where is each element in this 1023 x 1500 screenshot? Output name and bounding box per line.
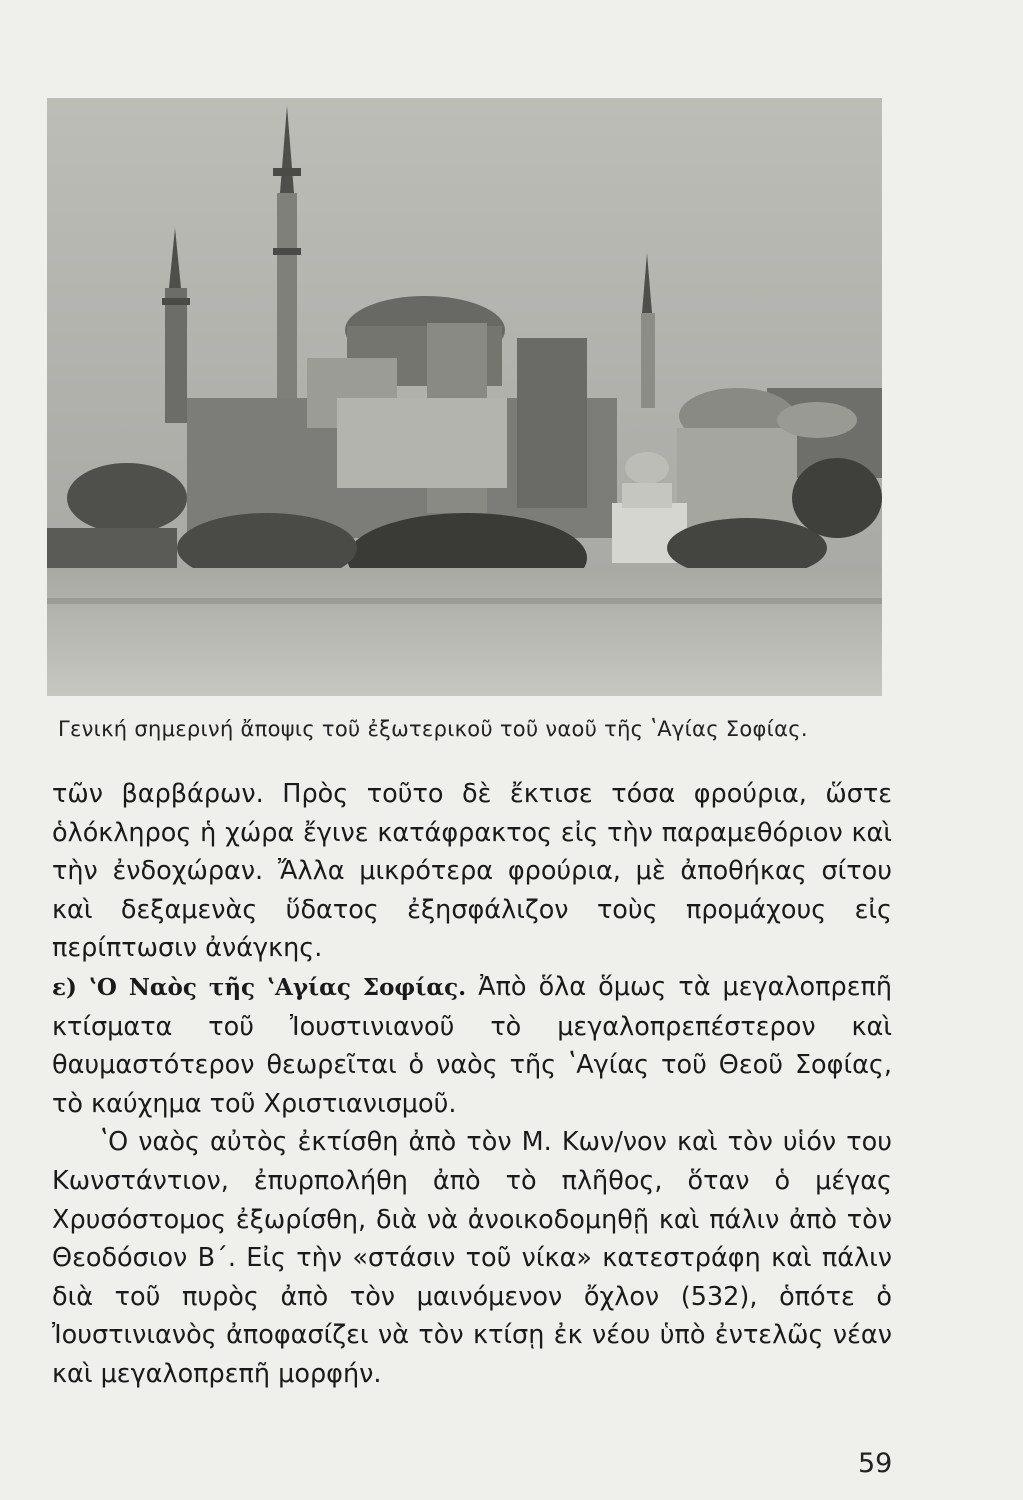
paragraph-text: Ἀπὸ ὅλα ὅμως τὰ μεγαλοπρεπῆ κτίσματα τοῦ Ἰουστινιανοῦ τὸ μεγαλοπρεπέστερον καὶ θαυμαστότερον θεωρεῖται ὁ ναὸς τῆς ʽΑγίας τοῦ Θεοῦ Σοφίας, τὸ καύχημα τοῦ Χριστιανισμοῦ. xyxy=(52,971,892,1119)
section-heading: ε) ʽΟ Ναὸς τῆς ʽΑγίας Σοφίας. xyxy=(52,973,467,1001)
page-number: 59 xyxy=(858,1448,893,1479)
paragraph-section-e xyxy=(52,968,892,1123)
paragraph xyxy=(52,775,892,968)
photo-illustration xyxy=(47,98,882,696)
figure-caption: Γενική σημερινή ἄποψις τοῦ ἐξωτερικοῦ τοῦ ναοῦ τῆς ʽΑγίας Σοφίας. xyxy=(58,717,808,741)
body-text xyxy=(52,775,892,1394)
paragraph-text: ʽΟ ναὸς αὐτὸς ἐκτίσθη ἀπὸ τὸν Μ. Κων/νον καὶ τὸν υἱόν του Κωνστάντιον, ἐπυρπολήθη ἀπὸ τὸ πλῆθος, ὅταν ὁ μέγας Χρυσόστομος ἐξωρίσθη, διὰ νὰ ἀνοικοδομηθῇ καὶ πάλιν ἀπὸ τὸν Θεοδόσιον Β΄. Εἰς τὴν «στάσιν τοῦ νίκα» κατεστράφη καὶ πάλιν διὰ τοῦ πυρὸς ἀπὸ τὸν μαινόμενον ὄχλον (532), ὁπότε ὁ Ἰουστινιανὸς ἀποφασίζει νὰ τὸν κτίσῃ ἐκ νέου ὑπὸ ἐντελῶς νέαν καὶ μεγαλοπρεπῆ μορφήν. xyxy=(52,1127,892,1389)
paragraph-text: τῶν βαρβάρων. Πρὸς τοῦτο δὲ ἔκτισε τόσα φρούρια, ὥστε ὁλόκληρος ἡ χώρα ἔγινε κατάφρακτος εἰς τὴν παραμεθόριον καὶ τὴν ἐνδοχώραν. Ἄλλα μικρότερα φρούρια, μὲ ἀποθήκας σίτου καὶ δεξαμενὰς ὕδατος ἐξησφάλιζον τοὺς προμάχους εἰς περίπτωσιν ἀνάγκης. xyxy=(52,779,892,964)
paragraph xyxy=(52,1123,892,1393)
hagia-sophia-photo xyxy=(47,98,882,696)
